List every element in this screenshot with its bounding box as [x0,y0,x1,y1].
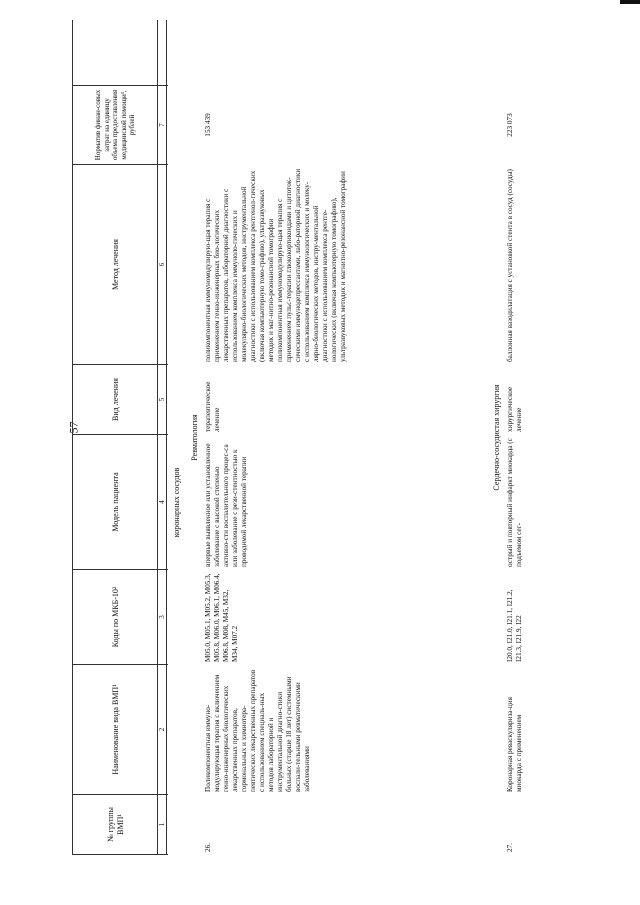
header-patient-model: Модель пациента [73,435,158,570]
column-number-row [157,20,167,855]
col-num-4: 4 [158,435,168,570]
row-treatment-method: баллонная вазодилатация с установкой стента в сосуд (сосуды) [506,169,514,362]
col-num-2: 2 [158,665,168,795]
row-treatment-type: терапевтическое лечение [204,381,221,432]
col-num-1: 1 [158,795,168,855]
row-icd-codes: I20.0, I21.0, I21.1, I21.2, I21.3, I21.9, I22 [506,589,523,662]
col-num-5: 5 [158,365,168,435]
row-cost: 223 073 [506,113,514,137]
table-header [72,20,157,855]
header-icd-codes: Коды по МКБ-10² [73,570,158,665]
header-group-number: № группы ВМП¹ [73,795,158,855]
col-num-3: 3 [158,570,168,665]
header-treatment-method: Метод лечения [73,165,158,365]
row-number: 26. [204,843,212,852]
row-cost: 153 439 [204,113,212,137]
table-row [202,20,492,855]
row-patient-model: острый и повторный инфаркт миокарда (с подъемом сег- [506,438,523,567]
page-number: 57 [66,421,81,434]
row-patient-model: впервые выявленное или установленное заболевание с высокой степенью активно-сти воспалительного процес-са или заболевание с рези-стентностью к проводимой лекарственной терапии [204,443,248,567]
col-num-6: 6 [158,165,168,365]
row-treatment-type: хирургическое лечение [506,386,523,432]
table-row [504,20,574,855]
col-num-7: 7 [158,85,168,165]
row-icd-codes: M05.0, M05.1, M05.2, M05.3, M05.8, M06.0, M06.1, M06.4, M06.8, M08, M45, M32, M34, M07.2 [204,573,239,662]
top-edge-bar [620,0,640,4]
header-vmp-name: Наименование вида ВМП¹ [73,665,158,795]
row-number: 27. [506,843,514,852]
continued-text: коронарных сосудов [172,467,181,538]
rotated-table-sheet [72,20,612,855]
section-rheumatology: Ревматология [190,414,199,461]
header-cost-norm: Норматив финан-совых затрат на единицу объема предоставления медицинской помощи³, рублей [73,85,158,165]
section-cardio-surgery: Сердечно-сосудистая хирургия [492,384,501,491]
row-treatment-method: поликомпонентная иммуномодулирую-щая терапия с применением генно-инженерных био-логических лекарственных препаратов, лабораторной диагностики с использованием комплекса иммуноло-гических и молекулярно-биологических методов, инструментальной диагностики с использованием комплекса рентгенол-гических (включая компьютерную томо-графию), ультразвуковых методик и маг-нитно-резонансной томографии поликомпонентная иммуномодулирую-щая терапия с применением пульс-терапии глюкокортикоидами и цитоток-сическими иммунодепрессантами, лабо-раторной диагностики с использованием комплекса иммунологических и молеку-лярно-биологических методов, инстру-ментальной диагностики с использованием комплекса рентге-нологических (включая компьютерную томографию), ультразвуковых методик и магнитно-резонансной томографии [204,168,347,362]
row-vmp-name: Коронарная реваскуляриза-ция миокарда с применением [506,697,523,792]
header-treatment-type: Вид лечения [73,365,158,435]
row-vmp-name: Поликомпонентная иммуно-модулирующая терапия с включением генно-инженерных биологических лекарственных препаратов, гормональных и химиотера-певтических лекарственных препаратов с использованием специаль-ных методов лабораторной и инструментальной диагно-стики больных (старше 18 лет) системными воспали-тельными ревматическими заболеваниями [204,669,311,792]
